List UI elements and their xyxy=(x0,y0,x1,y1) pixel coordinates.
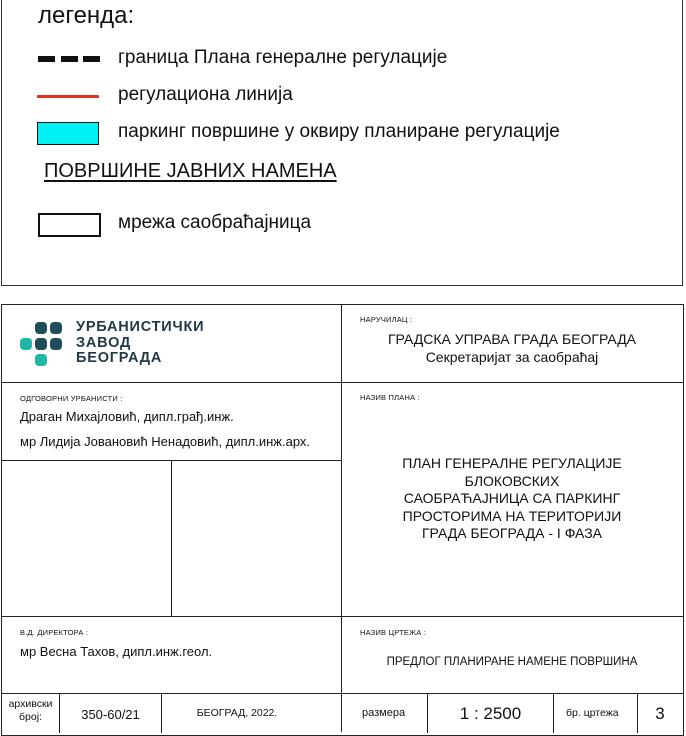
client-line1: ГРАДСКА УПРАВА ГРАДА БЕОГРАДА xyxy=(387,331,637,347)
divider xyxy=(1,693,684,694)
planner-1: Драган Михајловић, дипл.грађ.инж. xyxy=(20,409,234,424)
legend-symbol-road-network xyxy=(38,213,101,237)
divider xyxy=(1,382,684,383)
plan-name-line: ПЛАН ГЕНЕРАЛНЕ РЕГУЛАЦИЈЕ xyxy=(402,455,622,471)
plan-name-line: ПРОСТОРИМА НА ТЕРИТОРИЈИ xyxy=(402,507,622,524)
client-name xyxy=(342,330,682,366)
legend-symbol-boundary xyxy=(38,56,100,62)
divider xyxy=(1,616,684,617)
legend-section-heading: ПОВРШИНЕ ЈАВНИХ НАМЕНА xyxy=(44,160,337,182)
divider xyxy=(171,460,172,617)
legend-symbol-parking xyxy=(37,122,99,145)
archive-label xyxy=(2,698,59,724)
archive-label-line1: архивски xyxy=(8,698,53,710)
archive-label-line2: број: xyxy=(19,711,42,723)
organization-logo xyxy=(18,321,68,369)
legend-symbol-regulation-line xyxy=(37,95,99,98)
drawing-name: ПРЕДЛОГ ПЛАНИРАНЕ НАМЕНЕ ПОВРШИНА xyxy=(386,656,638,668)
client-line2: Секретаријат за саобраћај xyxy=(425,349,599,365)
organization-name-line3: БЕОГРАДА xyxy=(76,350,163,366)
legend-label-regulation-line: регулациона линија xyxy=(118,84,293,105)
planner-2: мр Лидија Јовановић Ненадовић, дипл.инж.арх. xyxy=(20,434,311,449)
legend-label-parking: паркинг површине у оквиру планиране регулације xyxy=(118,121,560,142)
client-label: НАРУЧИЛАЦ : xyxy=(360,315,413,324)
drawing-number: 3 xyxy=(655,704,665,723)
divider xyxy=(553,693,554,733)
legend-title: легенда: xyxy=(38,2,135,29)
archive-number: 350-60/21 xyxy=(81,707,140,722)
plan-name-line: БЛОКОВСКИХ xyxy=(464,472,560,489)
drawing-number-label: бр. цртежа xyxy=(566,707,619,719)
scale-value: 1 : 2500 xyxy=(459,704,522,723)
director-label: В.Д. ДИРЕКТОРА : xyxy=(20,628,89,637)
legend-panel xyxy=(1,0,683,286)
scale-label: размера xyxy=(362,707,406,719)
planners-label: ОДГОВОРНИ УРБАНИСТИ : xyxy=(20,394,123,403)
city-year: БЕОГРАД, 2022. xyxy=(196,707,278,719)
legend-label-road-network: мрежа саобраћајница xyxy=(118,212,312,233)
plan-name-label: НАЗИВ ПЛАНА : xyxy=(360,393,420,402)
plan-name-line: ГРАДА БЕОГРАДА - I ФАЗА xyxy=(421,525,603,541)
plan-name-line: САОБРАЋАЈНИЦА СА ПАРКИНГ xyxy=(403,490,621,506)
director-name: мр Весна Тахов, дипл.инж.геол. xyxy=(20,644,213,659)
drawing-name-label: НАЗИВ ЦРТЕЖА : xyxy=(360,628,427,637)
plan-name xyxy=(342,455,682,543)
organization-name-line1: УРБАНИСТИЧКИ xyxy=(76,319,205,335)
organization-name-line2: ЗАВОД xyxy=(76,334,132,351)
organization-name xyxy=(76,320,204,367)
legend-label-boundary: граница Плана генералне регулације xyxy=(118,47,448,68)
